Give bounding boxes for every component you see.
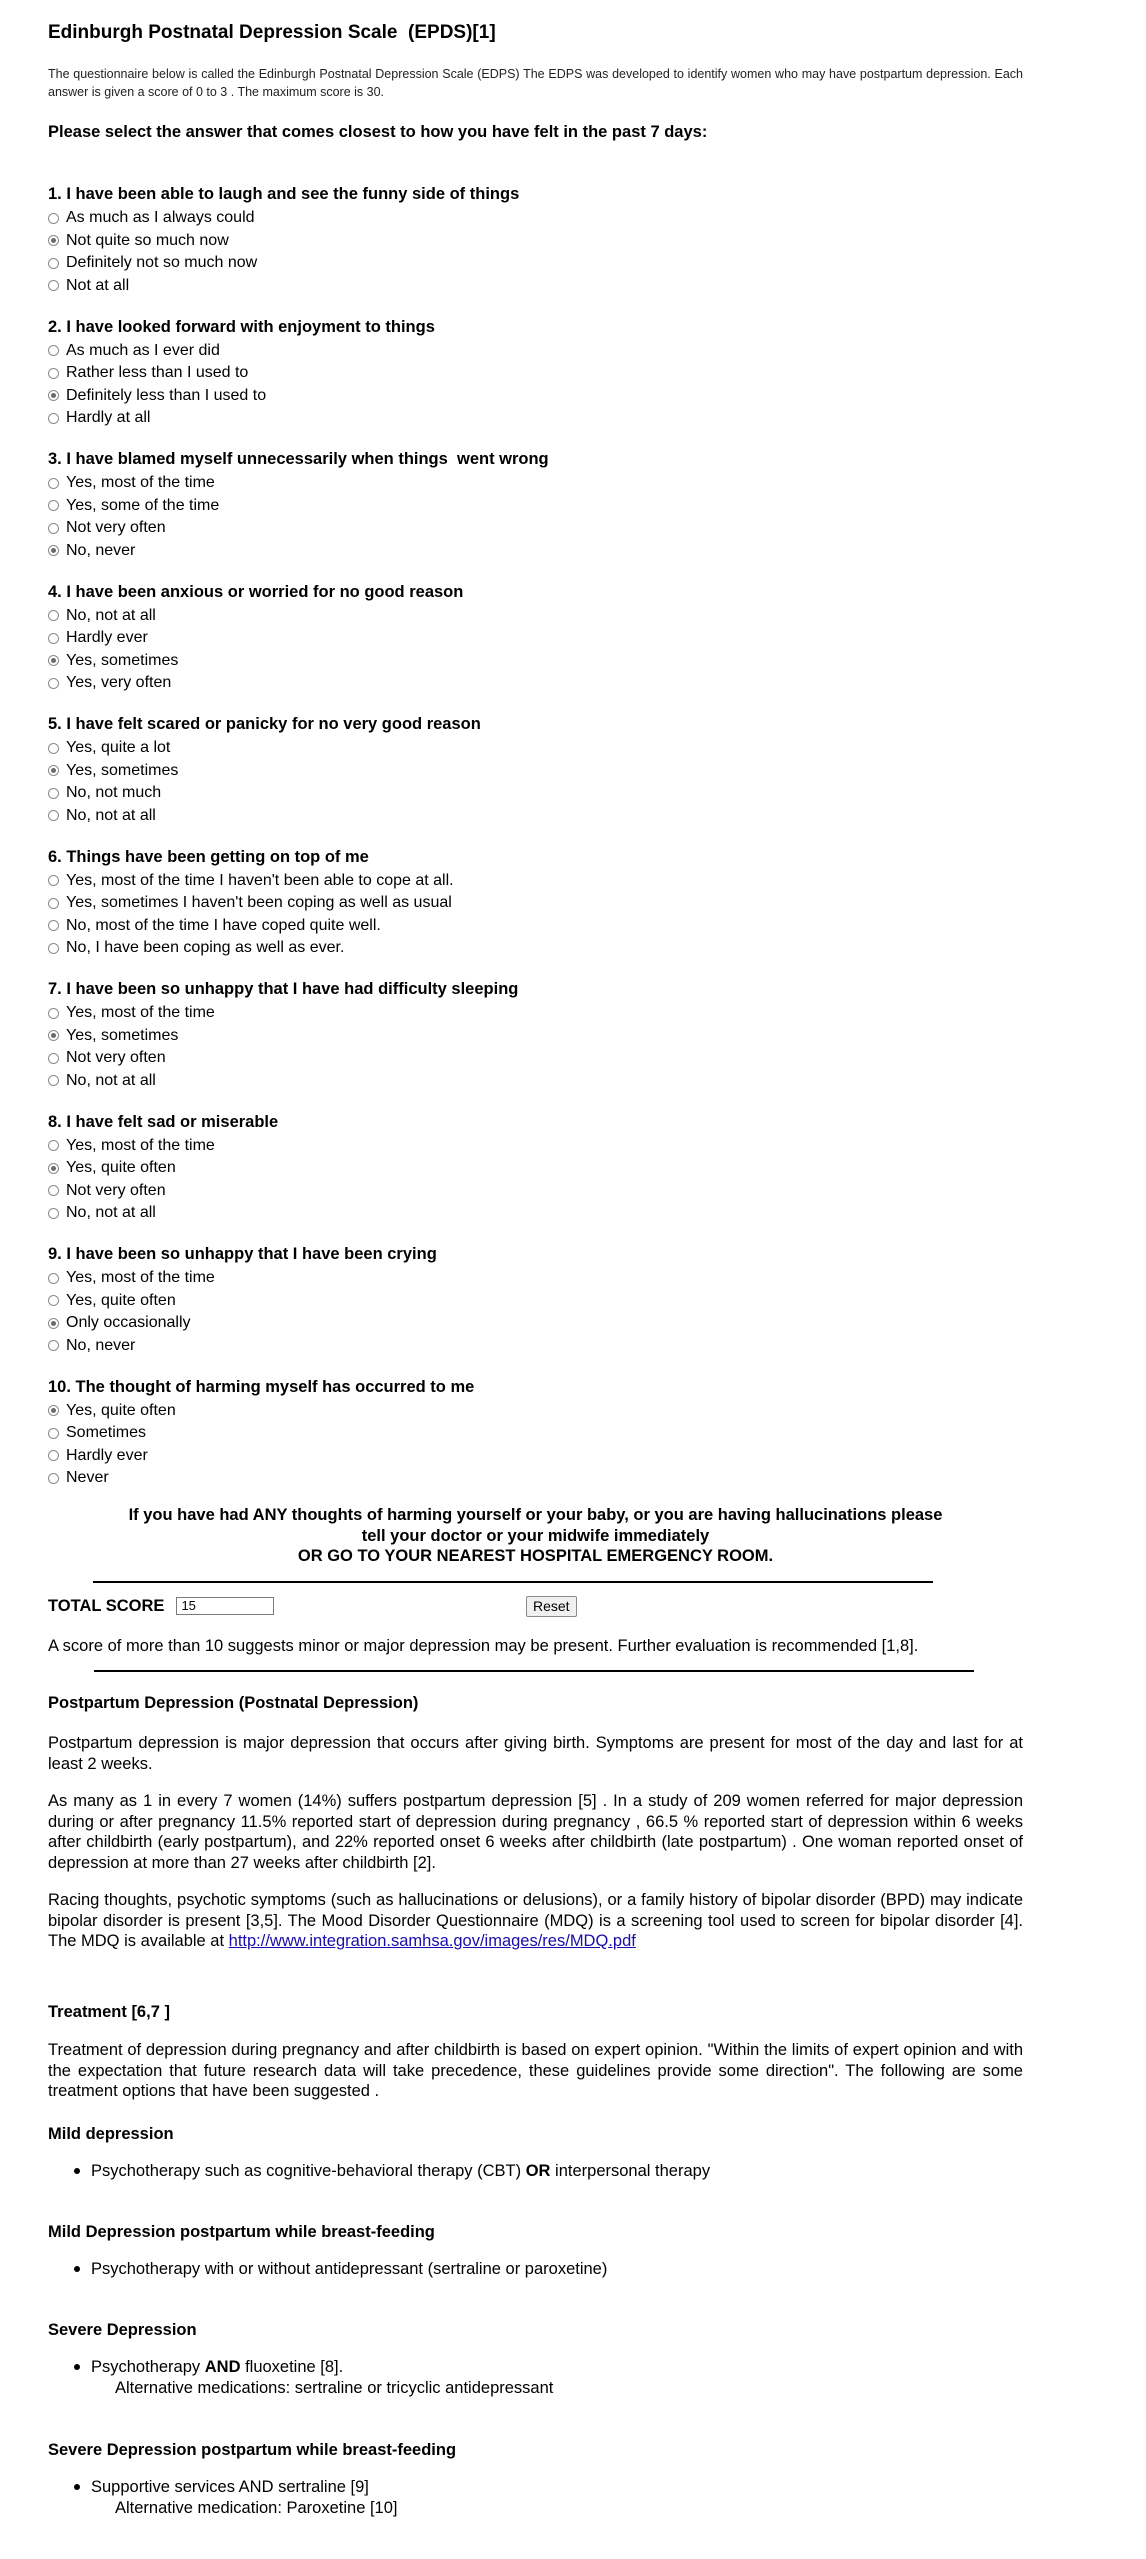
answer-option[interactable] bbox=[48, 915, 1023, 938]
answer-label: Not quite so much now bbox=[66, 231, 229, 249]
radio-unchecked-icon[interactable] bbox=[48, 413, 59, 424]
question-title: 6. Things have been getting on top of me bbox=[48, 847, 369, 866]
radio-checked-icon[interactable] bbox=[48, 1030, 59, 1041]
answer-label: Yes, sometimes bbox=[66, 761, 179, 779]
answer-label: Not very often bbox=[66, 519, 166, 536]
radio-unchecked-icon[interactable] bbox=[48, 1185, 59, 1196]
radio-unchecked-icon[interactable] bbox=[48, 213, 59, 224]
radio-unchecked-icon[interactable] bbox=[48, 523, 59, 534]
score-row bbox=[48, 1593, 1023, 1619]
answer-label: Yes, quite a lot bbox=[66, 739, 171, 756]
radio-unchecked-icon[interactable] bbox=[48, 1140, 59, 1151]
question-title: 1. I have been able to laugh and see the funny side of things bbox=[48, 185, 520, 203]
answer-label: Yes, quite often bbox=[66, 1291, 176, 1309]
radio-unchecked-icon[interactable] bbox=[48, 898, 59, 909]
answer-label: No, not much bbox=[66, 784, 162, 801]
answer-option[interactable] bbox=[48, 340, 1023, 363]
mild-section bbox=[48, 2125, 1023, 2182]
question-9 bbox=[48, 1244, 1023, 1357]
mild-bullet-emphasis: OR bbox=[525, 2162, 551, 2180]
answer-label: Hardly ever bbox=[66, 629, 148, 646]
answer-option[interactable] bbox=[48, 230, 1023, 253]
mild-heading: Mild depression bbox=[48, 2125, 174, 2143]
total-score-input[interactable] bbox=[176, 1597, 274, 1615]
answer-label: Never bbox=[66, 1469, 109, 1486]
answer-option[interactable] bbox=[48, 275, 1023, 298]
radio-unchecked-icon[interactable] bbox=[48, 1295, 59, 1306]
radio-unchecked-icon[interactable] bbox=[48, 633, 59, 644]
answer-label: No, I have been coping as well as ever. bbox=[66, 939, 345, 956]
treatment-section bbox=[48, 2003, 1023, 2102]
answer-option[interactable] bbox=[48, 672, 1023, 695]
answer-option[interactable] bbox=[48, 1267, 1023, 1290]
answer-option[interactable] bbox=[48, 1422, 1023, 1445]
answer-label: No, not at all bbox=[66, 606, 156, 624]
question-8 bbox=[48, 1112, 1023, 1225]
answer-option[interactable] bbox=[48, 1047, 1023, 1070]
ppd-paragraph-3-text: Racing thoughts, psychotic symptoms (such as hallucinations or delusions), or a family history of bipolar disorder (BPD) may indicate bipolar disorder is present [3,5]. The Mood Disorder Questionnaire (MDQ) is a screening tool used to screen for bipolar disorder [4]. The MDQ is available at bbox=[48, 1891, 1023, 1950]
answer-option[interactable] bbox=[48, 805, 1023, 828]
page-title: Edinburgh Postnatal Depression Scale (EPDS)[1] bbox=[48, 22, 496, 43]
severe-bullet-emphasis: AND bbox=[204, 2358, 241, 2376]
mild-bullet-text-end: interpersonal therapy bbox=[550, 2162, 711, 2180]
question-title: 9. I have been so unhappy that I have been crying bbox=[48, 1245, 437, 1263]
answer-label: Definitely less than I used to bbox=[66, 386, 267, 404]
question-title: 5. I have felt scared or panicky for no very good reason bbox=[48, 715, 481, 733]
answer-label: Yes, sometimes bbox=[66, 1026, 179, 1044]
answer-label: Only occasionally bbox=[66, 1314, 191, 1331]
answer-option[interactable] bbox=[48, 1002, 1023, 1025]
mild-bullet-text: Psychotherapy such as cognitive-behavioral therapy (CBT) bbox=[91, 2162, 526, 2180]
answer-label: Yes, sometimes bbox=[66, 651, 179, 669]
answer-option[interactable] bbox=[48, 207, 1023, 230]
question-3 bbox=[48, 449, 1023, 562]
warning-line-2: tell your doctor or your midwife immediately bbox=[361, 1526, 710, 1545]
answer-option[interactable] bbox=[48, 1290, 1023, 1313]
radio-unchecked-icon[interactable] bbox=[48, 1075, 59, 1086]
radio-checked-icon[interactable] bbox=[48, 390, 59, 401]
answer-option[interactable] bbox=[48, 362, 1023, 385]
radio-checked-icon[interactable] bbox=[48, 655, 59, 666]
severe-bf-alternative: Alternative medication: Paroxetine [10] bbox=[115, 2498, 398, 2517]
answer-label: Hardly at all bbox=[66, 409, 151, 426]
answer-option[interactable] bbox=[48, 495, 1023, 518]
total-score-label: TOTAL SCORE bbox=[48, 1596, 165, 1615]
question-7 bbox=[48, 979, 1023, 1092]
severe-alternative: Alternative medications: sertraline or tricyclic antidepressant bbox=[115, 2378, 554, 2397]
reset-button[interactable]: Reset bbox=[526, 1596, 577, 1617]
answer-label: Yes, most of the time bbox=[66, 1136, 215, 1154]
question-10 bbox=[48, 1377, 1023, 1490]
mild-bf-heading: Mild Depression postpartum while breast-feeding bbox=[48, 2223, 435, 2241]
ppd-section bbox=[48, 1694, 1023, 1952]
question-title: 3. I have blamed myself unnecessarily when things went wrong bbox=[48, 450, 549, 468]
answer-label: Not very often bbox=[66, 1181, 166, 1199]
answer-label: No, not at all bbox=[66, 1204, 156, 1221]
radio-unchecked-icon[interactable] bbox=[48, 368, 59, 379]
treatment-heading: Treatment [6,7 ] bbox=[48, 2003, 170, 2021]
radio-unchecked-icon[interactable] bbox=[48, 280, 59, 291]
radio-unchecked-icon[interactable] bbox=[48, 1340, 59, 1351]
question-2 bbox=[48, 317, 1023, 430]
answer-option[interactable] bbox=[48, 782, 1023, 805]
severe-bf-bullet: Supportive services AND sertraline [9] bbox=[48, 2477, 1023, 2498]
radio-unchecked-icon[interactable] bbox=[48, 1053, 59, 1064]
answer-option[interactable] bbox=[48, 1312, 1023, 1335]
radio-unchecked-icon[interactable] bbox=[48, 1008, 59, 1019]
ppd-paragraph-1: Postpartum depression is major depression that occurs after giving birth. Symptoms are present for most of the day and last for at least 2 weeks. bbox=[48, 1734, 1023, 1773]
radio-unchecked-icon[interactable] bbox=[48, 1273, 59, 1284]
ppd-heading: Postpartum Depression (Postnatal Depression) bbox=[48, 1694, 419, 1712]
severe-heading: Severe Depression bbox=[48, 2321, 197, 2339]
radio-unchecked-icon[interactable] bbox=[48, 943, 59, 954]
answer-label: Sometimes bbox=[66, 1424, 147, 1441]
radio-checked-icon[interactable] bbox=[48, 235, 59, 246]
radio-unchecked-icon[interactable] bbox=[48, 788, 59, 799]
instructions: Please select the answer that comes closest to how you have felt in the past 7 days: bbox=[48, 123, 708, 141]
answer-option[interactable] bbox=[48, 385, 1023, 408]
severe-section bbox=[48, 2321, 1023, 2398]
question-title: 8. I have felt sad or miserable bbox=[48, 1112, 279, 1131]
mild-bf-section bbox=[48, 2223, 1023, 2280]
mild-bullet bbox=[48, 2161, 1023, 2182]
answer-label: Yes, most of the time bbox=[66, 1269, 215, 1286]
answer-option[interactable] bbox=[48, 892, 1023, 915]
answer-label: No, never bbox=[66, 541, 136, 559]
radio-unchecked-icon[interactable] bbox=[48, 920, 59, 931]
radio-unchecked-icon[interactable] bbox=[48, 258, 59, 269]
answer-option[interactable] bbox=[48, 737, 1023, 760]
radio-checked-icon[interactable] bbox=[48, 545, 59, 556]
severe-bullet-text: Psychotherapy bbox=[91, 2358, 205, 2376]
severe-bf-section bbox=[48, 2441, 1023, 2518]
severe-bullet bbox=[48, 2357, 1023, 2378]
answer-label: Yes, most of the time I haven't been able to cope at all. bbox=[66, 871, 454, 889]
answer-label: Rather less than I used to bbox=[66, 364, 249, 381]
answer-label: Yes, some of the time bbox=[66, 496, 220, 514]
score-interpretation: A score of more than 10 suggests minor or major depression may be present. Further evaluation is recommended [1,8]. bbox=[48, 1637, 919, 1655]
answer-label: Yes, quite often bbox=[66, 1401, 176, 1419]
answer-label: No, most of the time I have coped quite well. bbox=[66, 916, 381, 934]
answer-label: No, not at all bbox=[66, 806, 156, 824]
divider bbox=[94, 1670, 974, 1672]
treatment-paragraph: Treatment of depression during pregnancy and after childbirth is based on expert opinion. "Within the limits of expert opinion and with the expectation that future research data will take precedence, these guidelines provide some direction". The following are some treatment options that have been suggested . bbox=[48, 2041, 1023, 2100]
radio-unchecked-icon[interactable] bbox=[48, 1208, 59, 1219]
radio-checked-icon[interactable] bbox=[48, 765, 59, 776]
answer-label: Yes, sometimes I haven't been coping as well as usual bbox=[66, 894, 452, 911]
radio-unchecked-icon[interactable] bbox=[48, 875, 59, 886]
answer-option[interactable] bbox=[48, 1135, 1023, 1158]
radio-unchecked-icon[interactable] bbox=[48, 743, 59, 754]
severe-bullet-text-end: fluoxetine [8]. bbox=[240, 2358, 344, 2376]
answer-option[interactable] bbox=[48, 252, 1023, 275]
answer-label: No, never bbox=[66, 1336, 136, 1354]
answer-option[interactable] bbox=[48, 1335, 1023, 1358]
answer-option[interactable] bbox=[48, 1445, 1023, 1468]
answer-label: Hardly ever bbox=[66, 1446, 148, 1464]
mild-bf-bullet: Psychotherapy with or without antidepressant (sertraline or paroxetine) bbox=[48, 2259, 1023, 2280]
radio-unchecked-icon[interactable] bbox=[48, 1450, 59, 1461]
answer-label: Definitely not so much now bbox=[66, 254, 258, 271]
radio-checked-icon[interactable] bbox=[48, 1405, 59, 1416]
answer-label: No, not at all bbox=[66, 1071, 156, 1089]
answer-option[interactable] bbox=[48, 937, 1023, 960]
answer-label: Not at all bbox=[66, 276, 130, 294]
answer-label: As much as I ever did bbox=[66, 341, 220, 359]
answer-option[interactable] bbox=[48, 1157, 1023, 1180]
radio-unchecked-icon[interactable] bbox=[48, 810, 59, 821]
answer-option[interactable] bbox=[48, 1070, 1023, 1093]
answer-option[interactable] bbox=[48, 517, 1023, 540]
radio-unchecked-icon[interactable] bbox=[48, 500, 59, 511]
radio-unchecked-icon[interactable] bbox=[48, 1428, 59, 1439]
answer-label: Yes, quite often bbox=[66, 1159, 176, 1176]
answer-label: Yes, most of the time bbox=[66, 1004, 215, 1021]
radio-checked-icon[interactable] bbox=[48, 1163, 59, 1174]
answer-option[interactable] bbox=[48, 1467, 1023, 1490]
mdq-link[interactable]: http://www.integration.samhsa.gov/images/res/MDQ.pdf bbox=[228, 1932, 636, 1950]
warning-line-3: OR GO TO YOUR NEAREST HOSPITAL EMERGENCY ROOM. bbox=[297, 1547, 774, 1565]
answer-option[interactable] bbox=[48, 1180, 1023, 1203]
question-title: 10. The thought of harming myself has occurred to me bbox=[48, 1377, 475, 1396]
question-1 bbox=[48, 184, 1023, 297]
answer-option[interactable] bbox=[48, 1400, 1023, 1423]
warning-line-1: If you have had ANY thoughts of harming yourself or your baby, or you are having hallucinations please bbox=[128, 1506, 943, 1524]
answer-option[interactable] bbox=[48, 1025, 1023, 1048]
radio-unchecked-icon[interactable] bbox=[48, 478, 59, 489]
answer-option[interactable] bbox=[48, 760, 1023, 783]
question-6 bbox=[48, 847, 1023, 960]
answer-label: Not very often bbox=[66, 1049, 166, 1066]
radio-unchecked-icon[interactable] bbox=[48, 1473, 59, 1484]
radio-unchecked-icon[interactable] bbox=[48, 610, 59, 621]
emergency-warning bbox=[48, 1505, 1023, 1567]
answer-label: As much as I always could bbox=[66, 209, 255, 226]
radio-checked-icon[interactable] bbox=[48, 1318, 59, 1329]
question-4 bbox=[48, 582, 1023, 695]
answer-option[interactable] bbox=[48, 540, 1023, 563]
answer-option[interactable] bbox=[48, 407, 1023, 430]
answer-option[interactable] bbox=[48, 870, 1023, 893]
answer-option[interactable] bbox=[48, 1202, 1023, 1225]
answer-option[interactable] bbox=[48, 627, 1023, 650]
answer-option[interactable] bbox=[48, 650, 1023, 673]
radio-unchecked-icon[interactable] bbox=[48, 345, 59, 356]
question-title: 7. I have been so unhappy that I have had difficulty sleeping bbox=[48, 980, 519, 998]
answer-option[interactable] bbox=[48, 605, 1023, 628]
divider bbox=[93, 1581, 933, 1583]
question-title: 4. I have been anxious or worried for no good reason bbox=[48, 582, 464, 601]
severe-bf-heading: Severe Depression postpartum while breast-feeding bbox=[48, 2441, 457, 2459]
ppd-paragraph-3 bbox=[48, 1890, 1023, 1952]
intro-text: The questionnaire below is called the Edinburgh Postnatal Depression Scale (EDPS) The EDPS was developed to identify women who may have postpartum depression. Each answer is given a score of 0 to 3 . The maximum score is 30. bbox=[48, 67, 1023, 99]
answer-label: Yes, most of the time bbox=[66, 474, 215, 491]
answer-label: Yes, very often bbox=[66, 674, 172, 691]
question-5 bbox=[48, 714, 1023, 827]
ppd-paragraph-2: As many as 1 in every 7 women (14%) suffers postpartum depression [5] . In a study of 209 women referred for major depression during or after pregnancy 11.5% reported start of depression during pregnancy , 66.5 % reported start of depression within 6 weeks after childbirth (early postpartum), and 22% reported onset 6 weeks after childbirth (late postpartum) . One woman reported onset of depression at more than 27 weeks after childbirth [2]. bbox=[48, 1792, 1023, 1872]
question-title: 2. I have looked forward with enjoyment to things bbox=[48, 317, 435, 336]
radio-unchecked-icon[interactable] bbox=[48, 678, 59, 689]
answer-option[interactable] bbox=[48, 472, 1023, 495]
